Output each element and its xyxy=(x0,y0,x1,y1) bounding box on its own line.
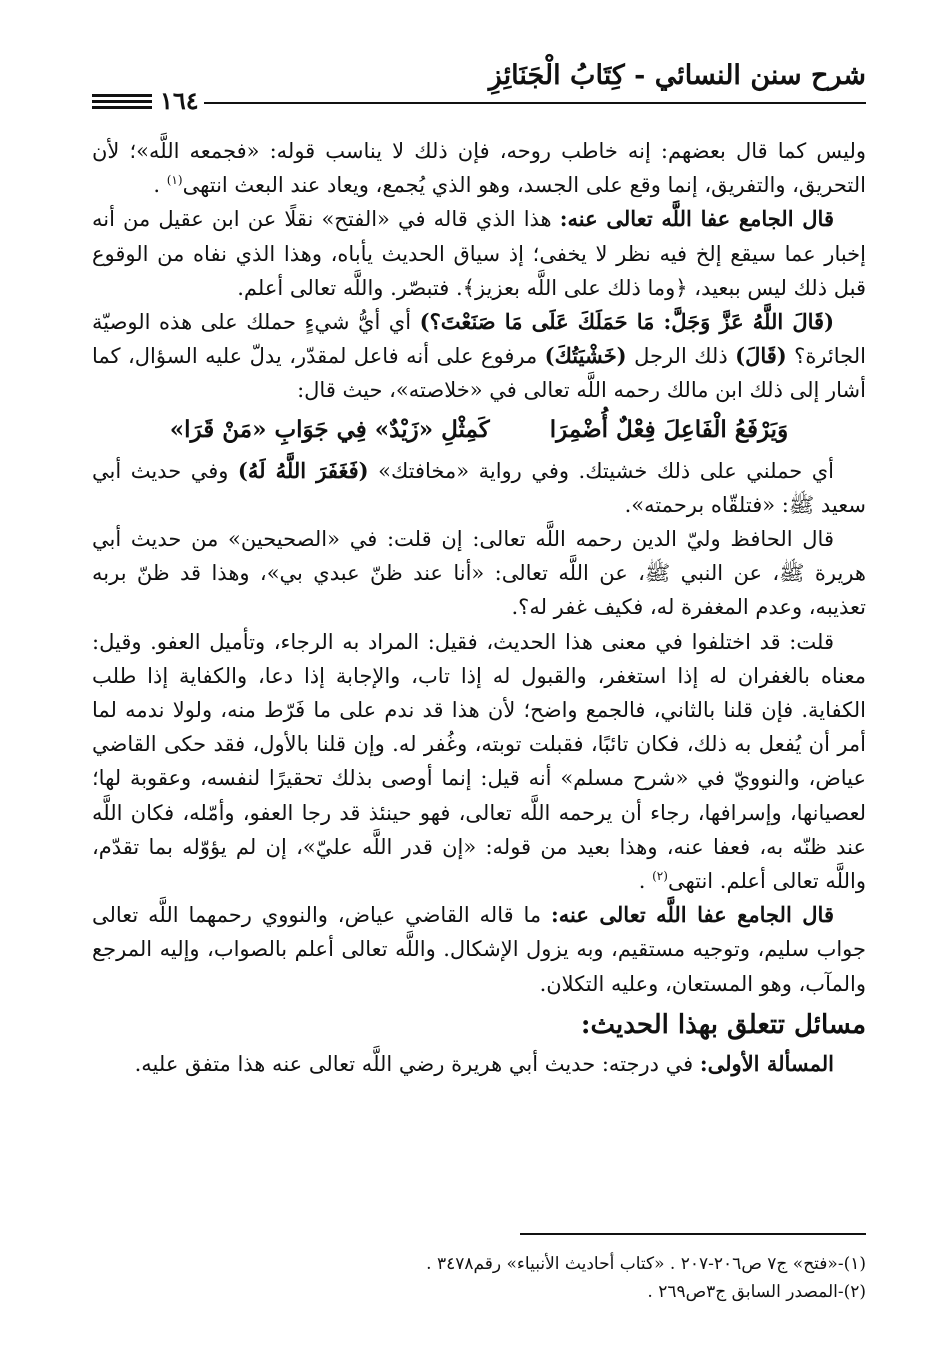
issue-label: المسألة الأولى: xyxy=(699,1050,834,1076)
paragraph xyxy=(92,454,866,522)
verse-left: كَمِثْلِ «زَيْدٌ» فِي جَوَابِ «مَنْ قَرَا» xyxy=(169,415,490,443)
footnotes xyxy=(92,1250,866,1306)
section-title: مسائل تتعلق بهذا الحديث: xyxy=(580,1009,866,1040)
text-run: وفي حديث أبي سعيد ﷺ: «فتلقّاه برحمته». xyxy=(92,458,866,517)
text-run: مرفوع على أنه فاعل لمقدّر، يدلّ عليه السؤال، كما أشار إلى ذلك ابن مالك رحمه اللَّه تعالى في «خلاصته»، حيث قال: xyxy=(92,344,866,403)
paragraph: قلت: قد اختلفوا في معنى هذا الحديث، فقيل: المراد به الرجاء، وتأميل العفو. وقيل: معناه بالغفران له إذا استغفر، والقبول له إذا تاب، والإجابة إذا دعا، والكفاية إذا طلب الكفاية. فإن قلنا بالثاني، فالجمع واضح؛ لأن هذا قد ندم على ما فَرّط منه، ولولا ندمه لما أمر أن يُفعل به ذلك، فكان تائبًا، فقبلت توبته، وغُفر له. وإن قلنا بالأول، فقد حكى القاضي عياض، والنوويّ في «شرح مسلم» أنه قيل: إنما أوصى بذلك تحقيرًا لنفسه، وعقوبة لها؛ لعصيانها، وإسرافها، رجاء أن يرحمه اللَّه تعالى، فهو حينئذ قد رجا العفو، وأمّله، فكان اللَّه عند ظنّه به، فعفا عنه، وهذا بعيد من قوله: «إن قدر اللَّه عليّ»، إن لم يؤوّله بما تقدّم، واللَّه تعالى أعلم. انتهى$^{(٢)}$ . xyxy=(92,629,866,894)
text-run: أي أيُّ شيءٍ حملك على هذه الوصيّة الجائرة؟ xyxy=(92,310,866,369)
footnote: (٢)-المصدر السابق ج٣ص٢٦٩ . xyxy=(647,1282,866,1302)
hadith-quote: (فَغَفَرَ اللَّهُ لَهُ) xyxy=(237,457,369,483)
text-run: ذلك الرجل xyxy=(634,344,728,369)
hadith-quote: (خَشْيَتُكَ) xyxy=(544,343,627,369)
text-run: وليس كما قال بعضهم: إنه خاطب روحه، فإن ذلك لا يناسب قوله: «فجمعه اللَّه»؛ لأن التحريق، والتفريق، إنما وقع على الجسد، وهو الذي يُجمع، ويعاد عند البعث انتهى xyxy=(92,139,866,198)
page-number: ١٦٤ xyxy=(160,86,199,115)
main-text xyxy=(92,134,866,1081)
footnote-rule xyxy=(520,1233,866,1235)
poetry-verse xyxy=(92,410,866,450)
text-run: في درجته: حديث أبي هريرة رضي اللَّه تعالى عنه هذا متفق عليه. xyxy=(134,1051,694,1076)
paragraph xyxy=(92,898,866,1001)
text-run: قلت: قد اختلفوا في معنى هذا الحديث، فقيل: المراد به الرجاء، وتأميل العفو. وقيل: معناه بالغفران له إذا استغفر، والقبول له إذا تاب، والإجابة إذا دعا، والكفاية إذا طلب الكفاية. فإن قلنا بالثاني، فالجمع واضح؛ لأن هذا قد ندم على ما فَرّط منه، ولولا ندمه لما أمر أن يُفعل به ذلك، فكان تائبًا، فقبلت توبته، وغُفر له. وإن قلنا بالأول، فقد حكى القاضي عياض، والنوويّ في «شرح مسلم» أنه قيل: إنما أوصى بذلك تحقيرًا لنفسه، وعقوبة لها؛ لعصيانها، وإسرافها، رجاء أن يرحمه اللَّه تعالى، فهو حينئذ قد رجا العفو، وأمّله، فكان اللَّه عند ظنّه به، فعفا عنه، وهذا بعيد من قوله: «إن قدر اللَّه عليّ»، إن لم يؤوّله بما تقدّم، واللَّه تعالى أعلم. انتهى xyxy=(92,629,866,894)
text-run: قال الحافظ وليّ الدين رحمه اللَّه تعالى: إن قلت: في «الصحيحين» من حديث أبي هريرة ﷺ، عن النبي ﷺ، عن اللَّه تعالى: «أنا عند ظنّ عبدي بي»، وهذا قد ظنّ بربه تعذيبه، وعدم المغفرة له، فكيف غفر له؟. xyxy=(92,527,866,620)
text-run: ما قاله القاضي عياض، والنووي رحمهما اللَّه تعالى جواب سليم، وتوجيه مستقيم، وبه يزول الإشكال. واللَّه تعالى أعلم بالصواب، وإليه المرجع والمآب، وهو المستعان، وعليه التكلان. xyxy=(92,903,866,996)
paragraph xyxy=(92,522,866,625)
verse-right: وَيَرْفَعُ الْفَاعِلَ فِعْلٌ أُضْمِرَا xyxy=(549,415,789,443)
page-number-bar xyxy=(92,86,866,116)
footnote: (١)-«فتح» ج٧ ص٢٠٦-٢٠٧ . «كتاب أحاديث الأنبياء» رقم٣٤٧٨ . xyxy=(426,1254,866,1274)
paragraph xyxy=(92,202,866,305)
decorative-bars xyxy=(92,94,152,112)
jami-label: قال الجامع عفا اللَّه تعالى عنه: xyxy=(559,206,834,232)
paragraph xyxy=(92,305,866,408)
hadith-quote: (قَالَ اللَّهُ عَزَّ وَجَلَّ: مَا حَمَلَكَ عَلَى مَا صَنَعْتَ؟) xyxy=(419,309,835,335)
header-title: شرح سنن النسائي - كِتَابُ الْجَنَائِزِ xyxy=(488,60,866,91)
paragraph: وليس كما قال بعضهم: إنه خاطب روحه، فإن ذلك لا يناسب قوله: «فجمعه اللَّه»؛ لأن التحريق، والتفريق، إنما وقع على الجسد، وهو الذي يُجمع، ويعاد عند البعث انتهى$^{(١)}$ . xyxy=(92,139,866,198)
jami-label: قال الجامع عفا اللَّه تعالى عنه: xyxy=(551,902,834,928)
hadith-quote: (قَالَ) xyxy=(735,343,787,369)
footnote-mark: (٢) xyxy=(652,869,668,884)
text-run: هذا الذي قاله في «الفتح» نقلًا عن ابن عقيل من أنه إخبار عما سيقع إلخ فيه نظر لا يخفى؛ إذ سياق الحديث يأباه، وهذا الذي نفاه من الوقوع قبل ذلك ليس ببعيد، ﴿وما ذلك على اللَّه بعزيز﴾. فتبصّر. واللَّه تعالى أعلم. xyxy=(92,207,866,300)
header-rule xyxy=(204,102,866,104)
paragraph xyxy=(92,1047,866,1081)
footnote-mark: (١) xyxy=(166,173,183,188)
text-run: أي حملني على ذلك خشيتك. وفي رواية «مخافتك» xyxy=(378,458,834,483)
